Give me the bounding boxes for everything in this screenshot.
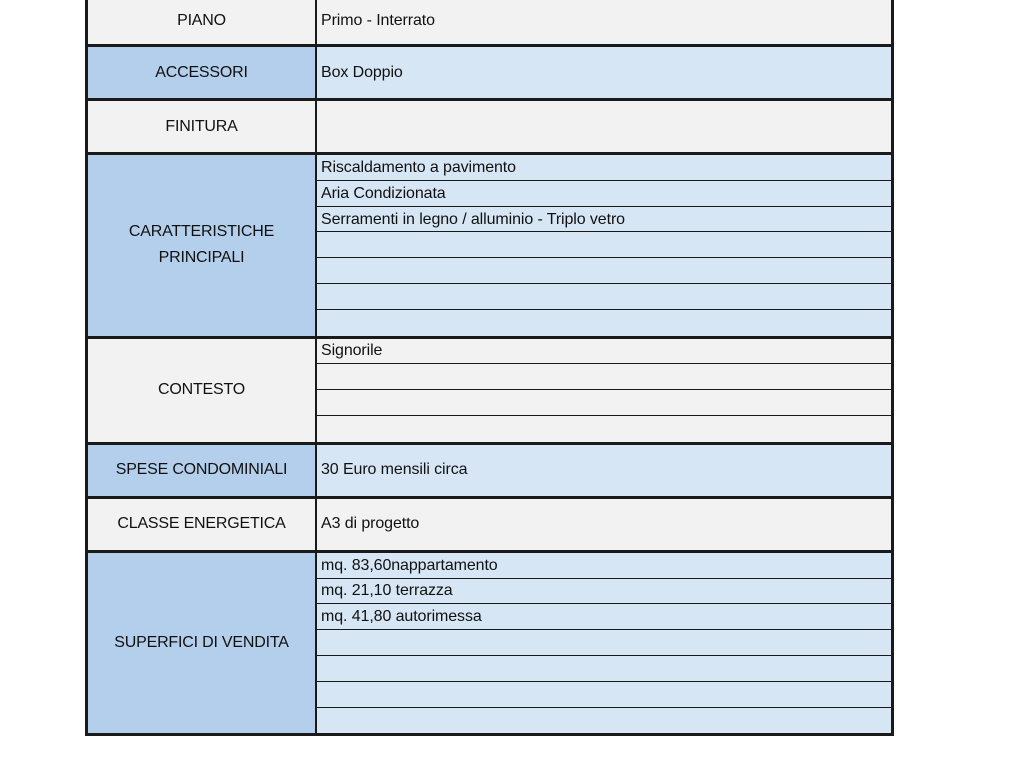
values-contesto [317,339,891,442]
label-piano: PIANO [88,0,317,44]
value-line: 30 Euro mensili circa [317,445,891,496]
value-line: mq. 83,60nappartamento [317,553,891,579]
value-line [317,390,891,416]
value-line: Riscaldamento a pavimento [317,155,891,181]
label-spese: SPESE CONDOMINIALI [88,445,317,496]
section-contesto [85,339,894,445]
values-caratteristiche [317,155,891,336]
label-caratteristiche: CARATTERISTICHE PRINCIPALI [88,155,317,336]
value-line: mq. 41,80 autorimessa [317,604,891,630]
value-line [317,630,891,656]
value-line: Signorile [317,339,891,365]
values-finitura [317,101,891,152]
label-classe: CLASSE ENERGETICA [88,499,317,550]
value-line: Box Doppio [317,47,891,98]
value-line [317,708,891,734]
section-spese [85,445,894,499]
value-line [317,682,891,708]
value-line: Primo - Interrato [317,0,891,44]
value-line: A3 di progetto [317,499,891,550]
label-accessori: ACCESSORI [88,47,317,98]
label-superfici: SUPERFICI DI VENDITA [88,553,317,734]
values-accessori [317,47,891,98]
section-finitura [85,101,894,155]
value-line [317,101,891,152]
label-finitura: FINITURA [88,101,317,152]
value-line [317,416,891,442]
value-line [317,310,891,336]
property-spec-table [85,0,894,736]
values-spese [317,445,891,496]
values-classe [317,499,891,550]
section-piano [85,0,894,47]
values-piano [317,0,891,44]
value-line [317,258,891,284]
section-superfici [85,553,894,737]
value-line [317,364,891,390]
label-contesto: CONTESTO [88,339,317,442]
value-line: Serramenti in legno / alluminio - Triplo vetro [317,207,891,233]
value-line [317,284,891,310]
section-accessori [85,47,894,101]
value-line: Aria Condizionata [317,181,891,207]
section-caratteristiche [85,155,894,339]
value-line [317,232,891,258]
values-superfici [317,553,891,734]
value-line [317,656,891,682]
value-line: mq. 21,10 terrazza [317,579,891,605]
section-classe [85,499,894,553]
